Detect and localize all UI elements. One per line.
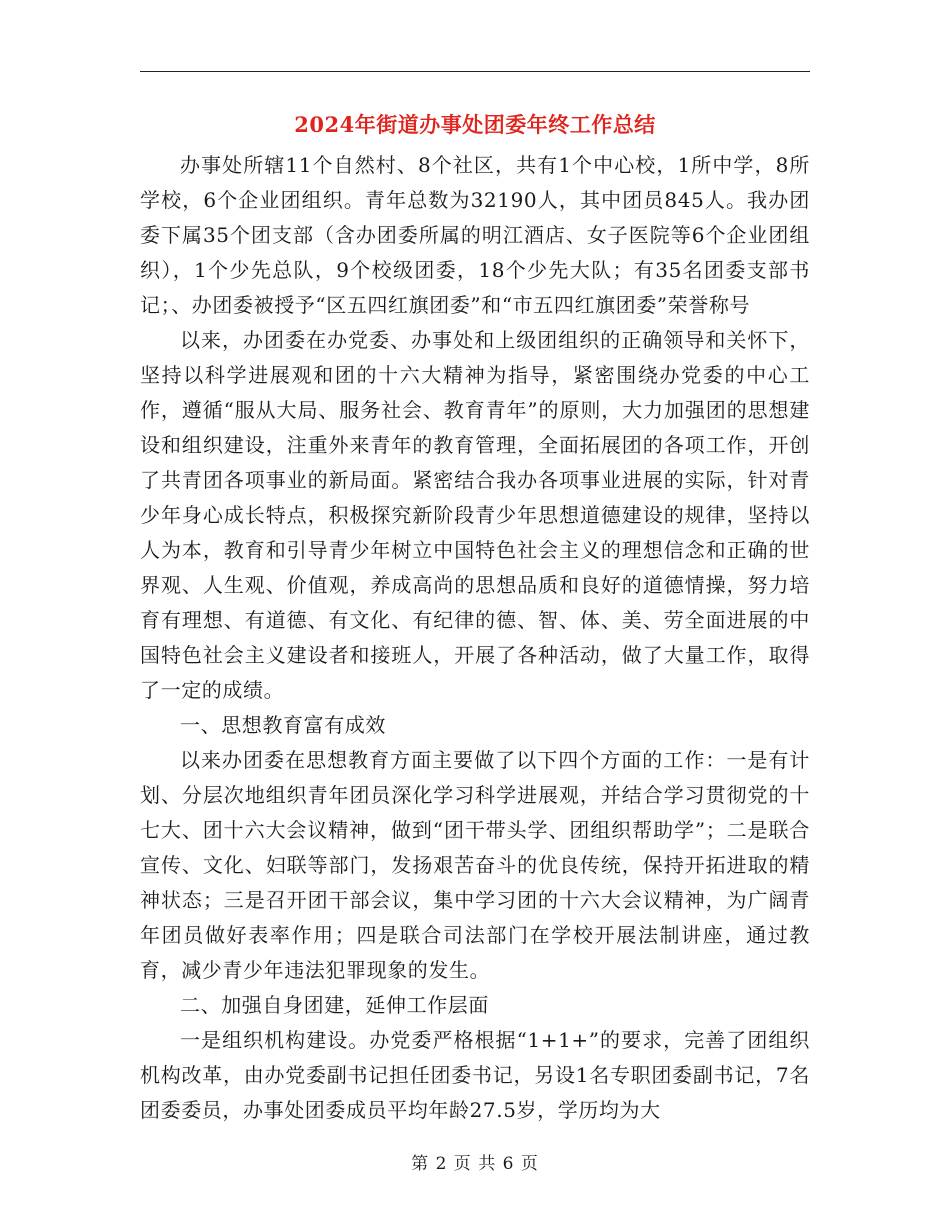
header-rule (140, 71, 810, 72)
paragraph-intro: 以来，办团委在办党委、办事处和上级团组织的正确领导和关怀下，坚持以科学进展观和团的十六大精神为指导，紧密围绕办党委的中心工作，遵循“服从大局、服务社会、教育青年”的原则，大力加强团的思想建设和组织建设，注重外来青年的教育管理，全面拓展团的各项工作，开创了共青团各项事业的新局面。紧密结合我办各项事业进展的实际，针对青少年身心成长特点，积极探究新阶段青少年思想道德建设的规律，坚持以人为本，教育和引导青少年树立中国特色社会主义的理想信念和正确的世界观、人生观、价值观，养成高尚的思想品质和良好的道德情操，努力培育有理想、有道德、有文化、有纪律的德、智、体、美、劳全面进展的中国特色社会主义建设者和接班人，开展了各种活动，做了大量工作，取得了一定的成绩。 (140, 328, 810, 702)
paragraph-overview: 办事处所辖11个自然村、8个社区，共有1个中心校，1所中学，8所学校，6个企业团组织。青年总数为32190人，其中团员845人。我办团委下属35个团支部（含办团委所属的明江酒店、女子医院等6个企业团组织），1个少先总队，9个校级团委，18个少先大队；有35名团委支部书记；、办团委被授予“区五四红旗团委”和“市五四红旗团委”荣誉称号 (140, 153, 810, 317)
document-body (140, 148, 810, 1128)
page-number-footer: 第 2 页 共 6 页 (411, 1154, 539, 1174)
document-title: 2024年街道办事处团委年终工作总结 (294, 112, 656, 137)
paragraph-ideology: 以来办团委在思想教育方面主要做了以下四个方面的工作：一是有计划、分层次地组织青年团员深化学习科学进展观，并结合学习贯彻党的十七大、团十六大会议精神，做到“团干带头学、团组织帮助学”；二是联合宣传、文化、妇联等部门，发扬艰苦奋斗的优良传统，保持开拓进取的精神状态；三是召开团干部会议，集中学习团的十六大会议精神，为广阔青年团员做好表率作用；四是联合司法部门在学校开展法制讲座，通过教育，减少青少年违法犯罪现象的发生。 (140, 748, 810, 982)
paragraph-organization: 一是组织机构建设。办党委严格根据“1+1+”的要求，完善了团组织机构改革，由办党委副书记担任团委书记，另设1名专职团委副书记，7名团委委员，办事处团委成员平均年龄27.5岁，学历均为大 (140, 1028, 810, 1122)
section-heading-1: 一、思想教育富有成效 (180, 713, 386, 737)
section-heading-2: 二、加强自身团建，延伸工作层面 (180, 993, 489, 1017)
